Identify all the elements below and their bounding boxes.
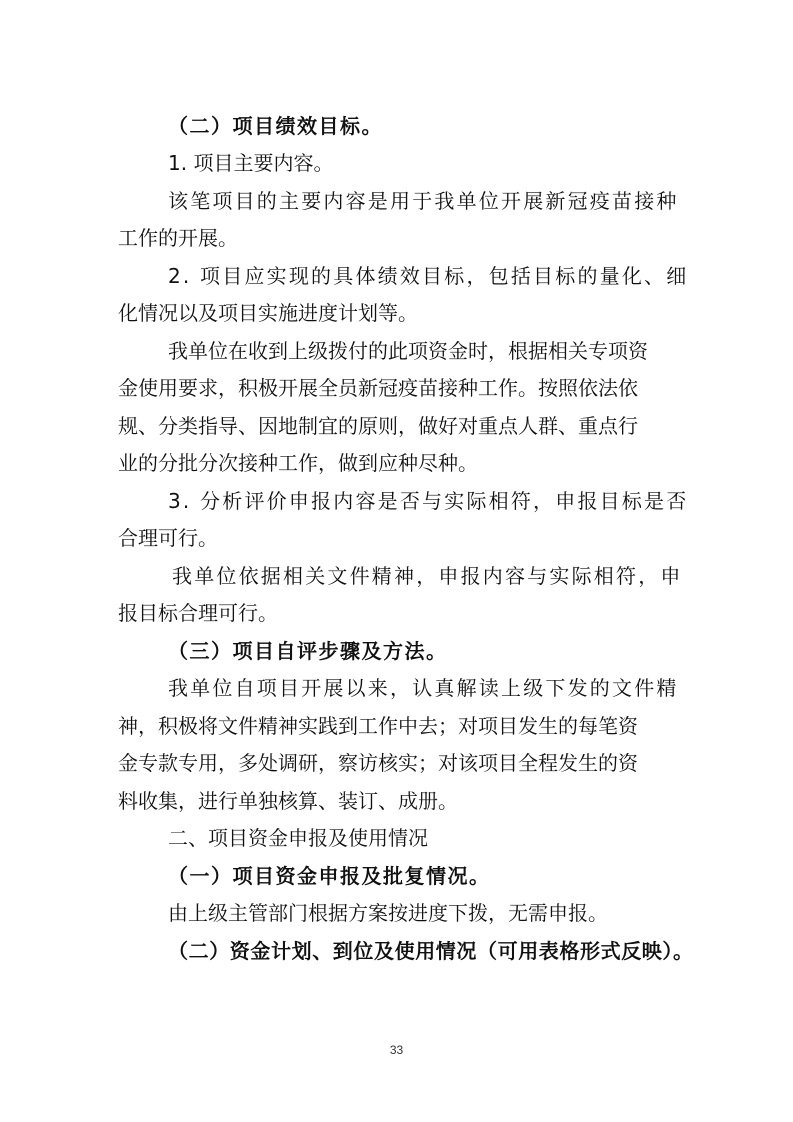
item-1-title: 1. 项目主要内容。: [168, 151, 334, 175]
paragraph-line: 该笔项目的主要内容是用于我单位开展新冠疫苗接种: [168, 189, 679, 213]
section-heading-fund-plan: （二）资金计划、到位及使用情况（可用表格形式反映）。: [168, 939, 694, 963]
section-heading-performance-goals: （二）项目绩效目标。: [168, 114, 383, 138]
item-3-title: 3. 分析评价申报内容是否与实际相符，申报目标是否: [168, 489, 689, 513]
section-heading-self-evaluation: （三）项目自评步骤及方法。: [168, 639, 448, 663]
section-heading-fund-approval: （一）项目资金申报及批复情况。: [168, 864, 491, 888]
item-2-title: 2. 项目应实现的具体绩效目标，包括目标的量化、细: [168, 264, 689, 288]
paragraph-line: 我单位自项目开展以来，认真解读上级下发的文件精: [168, 676, 679, 700]
paragraph-line: 金专款专用，多处调研，察访核实；对该项目全程发生的资: [118, 751, 638, 775]
paragraph-line: 料收集，进行单独核算、装订、成册。: [118, 789, 458, 813]
paragraph-line: 合理可行。: [118, 526, 218, 550]
paragraph-line: 我单位在收到上级拨付的此项资金时，根据相关专项资: [168, 339, 648, 363]
paragraph-line: 化情况以及项目实施进度计划等。: [118, 301, 418, 325]
paragraph-line: 我单位依据相关文件精神，申报内容与实际相符，申: [172, 564, 683, 588]
paragraph-line: 神，积极将文件精神实践到工作中去；对项目发生的每笔资: [118, 714, 638, 738]
paragraph-line: 由上级主管部门根据方案按进度下拨，无需申报。: [168, 901, 608, 925]
paragraph-line: 报目标合理可行。: [118, 601, 278, 625]
paragraph-line: 业的分批分次接种工作，做到应种尽种。: [118, 451, 478, 475]
paragraph-line: 金使用要求，积极开展全员新冠疫苗接种工作。按照依法依: [118, 376, 638, 400]
chapter-heading-fund-application: 二、项目资金申报及使用情况: [168, 826, 428, 850]
paragraph-line: 工作的开展。: [118, 226, 238, 250]
page-number: 33: [389, 1043, 404, 1057]
paragraph-line: 规、分类指导、因地制宜的原则，做好对重点人群、重点行: [118, 414, 638, 438]
